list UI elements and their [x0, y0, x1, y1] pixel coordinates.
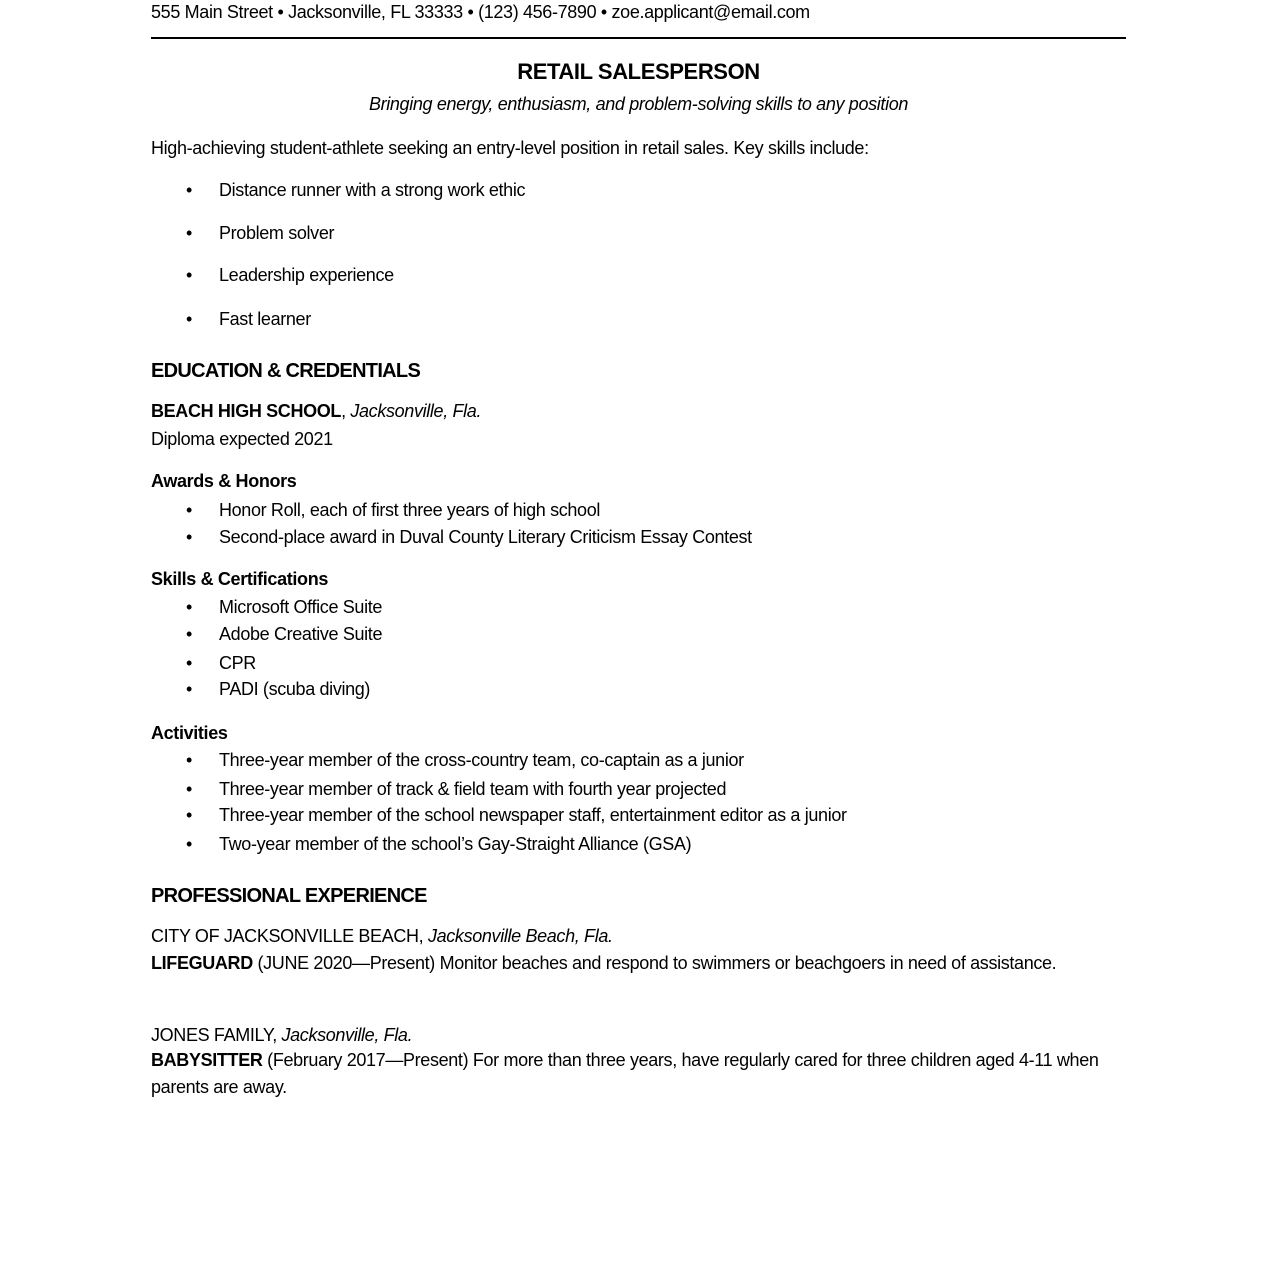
list-item: • Three-year member of the cross-country team, co-captain as a junior [219, 749, 744, 771]
header-divider [151, 37, 1126, 39]
employer-line: CITY OF JACKSONVILLE BEACH, Jacksonville Beach, Fla. [151, 926, 613, 946]
list-item: • Fast learner [219, 308, 311, 330]
job-role: LIFEGUARD [151, 953, 253, 973]
list-item: • Two-year member of the school’s Gay-Straight Alliance (GSA) [219, 833, 691, 855]
employer-location: Jacksonville Beach, Fla. [427, 926, 613, 946]
employer-line: JONES FAMILY, Jacksonville, Fla. [151, 1025, 413, 1045]
section-heading-education: EDUCATION & CREDENTIALS [151, 360, 421, 382]
activities-heading: Activities [151, 723, 228, 743]
list-item: • Adobe Creative Suite [219, 623, 382, 645]
list-item: • Second-place award in Duval County Literary Criticism Essay Contest [219, 526, 752, 548]
list-item: • Leadership experience [219, 264, 394, 286]
list-item: • Distance runner with a strong work ethic [219, 179, 525, 201]
list-item: • CPR [219, 652, 256, 674]
section-heading-experience: PROFESSIONAL EXPERIENCE [151, 885, 427, 907]
list-item: • Problem solver [219, 222, 334, 244]
employer-location: Jacksonville, Fla. [281, 1025, 413, 1045]
school-name: BEACH HIGH SCHOOL [151, 401, 342, 421]
job-role: BABYSITTER [151, 1050, 263, 1070]
employer-name: CITY OF JACKSONVILLE BEACH [151, 926, 419, 946]
list-item: • PADI (scuba diving) [219, 678, 370, 700]
employer-name: JONES FAMILY [151, 1025, 273, 1045]
list-item: • Three-year member of the school newspaper staff, entertainment editor as a junior [219, 804, 847, 826]
list-item: • Three-year member of track & field team with fourth year projected [219, 778, 726, 800]
job-description [151, 1047, 1126, 1101]
tagline [151, 93, 1126, 115]
school-location: Jacksonville, Fla. [350, 401, 482, 421]
list-item: • Honor Roll, each of first three years of high school [219, 499, 600, 521]
job-details: (February 2017—Present) For more than three years, have regularly cared for three children aged 4-11 when parents are away. [151, 1050, 1099, 1097]
contact-info: 555 Main Street • Jacksonville, FL 33333 • (123) 456-7890 • zoe.applicant@email.com [151, 2, 810, 22]
tagline-text: Bringing energy, enthusiasm, and problem-solving skills to any position [368, 94, 909, 114]
awards-heading: Awards & Honors [151, 471, 297, 491]
summary: High-achieving student-athlete seeking an entry-level position in retail sales. Key skills include: [151, 138, 869, 158]
job-description [151, 950, 1126, 977]
list-item: • Microsoft Office Suite [219, 596, 382, 618]
resume-title: RETAIL SALESPERSON [517, 59, 760, 84]
job-details: (JUNE 2020—Present) Monitor beaches and respond to swimmers or beachgoers in need of assistance. [257, 953, 1057, 973]
diploma: Diploma expected 2021 [151, 429, 333, 449]
school-line: BEACH HIGH SCHOOL, Jacksonville, Fla. [151, 401, 482, 421]
skills-heading: Skills & Certifications [151, 569, 329, 589]
